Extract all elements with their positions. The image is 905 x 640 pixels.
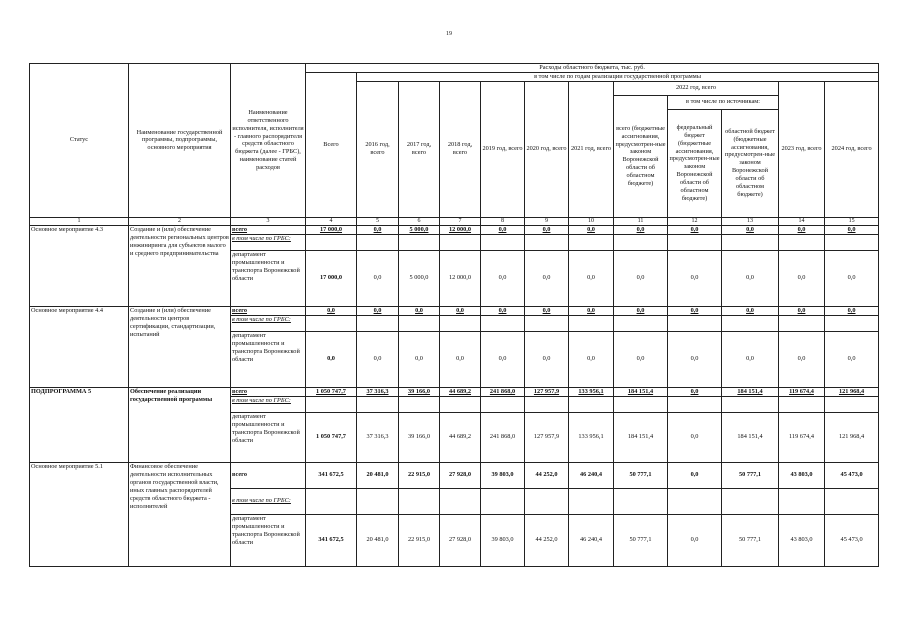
dept-value: 50 777,1 bbox=[722, 514, 779, 566]
dept-value: 0,0 bbox=[668, 331, 722, 387]
col-number: 12 bbox=[668, 217, 722, 225]
dept-value: 44 252,0 bbox=[525, 514, 569, 566]
dept-value: 241 868,0 bbox=[481, 412, 525, 462]
dept-value: 39 803,0 bbox=[481, 514, 525, 566]
dept-value: 12 000,0 bbox=[440, 250, 481, 306]
total-value: 127 957,9 bbox=[525, 387, 569, 396]
page-number: 19 bbox=[446, 31, 452, 37]
col-number: 9 bbox=[525, 217, 569, 225]
total-value: 22 915,0 bbox=[399, 462, 440, 488]
total-value: 0,0 bbox=[668, 462, 722, 488]
total-value: 1 050 747,7 bbox=[306, 387, 357, 396]
dept-value: 184 151,4 bbox=[722, 412, 779, 462]
dept-value: 0,0 bbox=[306, 331, 357, 387]
col-number: 5 bbox=[357, 217, 399, 225]
total-value: 44 252,0 bbox=[525, 462, 569, 488]
dept-value: 184 151,4 bbox=[614, 412, 668, 462]
total-value: 17 000,0 bbox=[306, 225, 357, 234]
total-value: 0,0 bbox=[440, 306, 481, 315]
total-value: 37 316,3 bbox=[357, 387, 399, 396]
total-value: 39 166,0 bbox=[399, 387, 440, 396]
row-name: Обеспечение реализации государственной программы bbox=[129, 387, 231, 462]
header-regional: областной бюджет (бюджетные ассигнования, предусмотрен-ные законом Воронежской области об областном бюджете) bbox=[722, 109, 779, 217]
total-value: 20 481,0 bbox=[357, 462, 399, 488]
dept-label: департамент промышленности и транспорта Воронежской области bbox=[231, 331, 306, 387]
total-value: 121 968,4 bbox=[825, 387, 879, 396]
col-number: 15 bbox=[825, 217, 879, 225]
col-number: 6 bbox=[399, 217, 440, 225]
header-2016: 2016 год, всего bbox=[357, 81, 399, 217]
total-value: 133 956,1 bbox=[569, 387, 614, 396]
row-status: Основное мероприятие 4.4 bbox=[30, 306, 129, 387]
dept-value: 50 777,1 bbox=[614, 514, 668, 566]
dept-value: 0,0 bbox=[525, 250, 569, 306]
header-2017: 2017 год, всего bbox=[399, 81, 440, 217]
header-total: Всего bbox=[306, 72, 357, 217]
dept-value: 0,0 bbox=[825, 331, 879, 387]
dept-value: 0,0 bbox=[569, 331, 614, 387]
dept-value: 37 316,3 bbox=[357, 412, 399, 462]
col-number: 3 bbox=[231, 217, 306, 225]
dept-value: 121 968,4 bbox=[825, 412, 879, 462]
header-federal: федеральный бюджет (бюджетные ассигнования, предусмотрен-ные законом Воронежской области об областном бюджете) bbox=[668, 109, 722, 217]
row-status: Основное мероприятие 4.3 bbox=[30, 225, 129, 306]
dept-value: 0,0 bbox=[668, 412, 722, 462]
total-value: 341 672,5 bbox=[306, 462, 357, 488]
header-2018: 2018 год, всего bbox=[440, 81, 481, 217]
header-2020: 2020 год, всего bbox=[525, 81, 569, 217]
dept-value: 20 481,0 bbox=[357, 514, 399, 566]
header-2022-total: всего (бюджетные ассигнования, предусмотрен-ные законом Воронежской области об областном бюджете) bbox=[614, 95, 668, 217]
total-label: всего bbox=[231, 225, 306, 234]
total-value: 0,0 bbox=[357, 306, 399, 315]
total-value: 0,0 bbox=[825, 225, 879, 234]
total-value: 43 803,0 bbox=[779, 462, 825, 488]
total-value: 119 674,4 bbox=[779, 387, 825, 396]
row-name: Создание и (или) обеспечение деятельности центров сертификации, стандартизации, испытаний bbox=[129, 306, 231, 387]
dept-value: 0,0 bbox=[481, 250, 525, 306]
total-value: 0,0 bbox=[525, 225, 569, 234]
total-value: 0,0 bbox=[306, 306, 357, 315]
row-status: ПОДПРОГРАММА 5 bbox=[30, 387, 129, 462]
header-by-years: в том числе по годам реализации государственной программы bbox=[357, 72, 879, 81]
total-value: 0,0 bbox=[779, 225, 825, 234]
row-status: Основное мероприятие 5.1 bbox=[30, 462, 129, 566]
total-value: 50 777,1 bbox=[722, 462, 779, 488]
dept-label: департамент промышленности и транспорта Воронежской области bbox=[231, 250, 306, 306]
grbs-label: в том числе по ГРБС: bbox=[231, 396, 306, 412]
dept-value: 0,0 bbox=[722, 331, 779, 387]
grbs-label: в том числе по ГРБС: bbox=[231, 315, 306, 331]
total-label: всего bbox=[231, 387, 306, 396]
total-value: 27 928,0 bbox=[440, 462, 481, 488]
dept-value: 1 050 747,7 bbox=[306, 412, 357, 462]
row-name: Финансовое обеспечение деятельности исполнительных органов государственной власти, иных главных распорядителей средств областного бюджета - исполнителей bbox=[129, 462, 231, 566]
total-value: 5 000,0 bbox=[399, 225, 440, 234]
dept-value: 17 000,0 bbox=[306, 250, 357, 306]
dept-value: 0,0 bbox=[825, 250, 879, 306]
dept-value: 0,0 bbox=[525, 331, 569, 387]
total-value: 0,0 bbox=[779, 306, 825, 315]
dept-value: 0,0 bbox=[357, 331, 399, 387]
total-value: 0,0 bbox=[614, 306, 668, 315]
col-number: 2 bbox=[129, 217, 231, 225]
col-number: 1 bbox=[30, 217, 129, 225]
dept-value: 341 672,5 bbox=[306, 514, 357, 566]
header-2022: 2022 год, всего bbox=[614, 81, 779, 95]
total-value: 241 868,0 bbox=[481, 387, 525, 396]
row-name: Создание и (или) обеспечение деятельности региональных центров инжиниринга для субъектов малого и среднего предпринимательства bbox=[129, 225, 231, 306]
header-status: Статус bbox=[30, 64, 129, 218]
total-value: 50 777,1 bbox=[614, 462, 668, 488]
header-by-sources: в том числе по источникам: bbox=[668, 95, 779, 109]
dept-label: департамент промышленности и транспорта Воронежской области bbox=[231, 514, 306, 566]
col-number: 11 bbox=[614, 217, 668, 225]
total-value: 0,0 bbox=[357, 225, 399, 234]
dept-value: 0,0 bbox=[779, 331, 825, 387]
dept-value: 5 000,0 bbox=[399, 250, 440, 306]
total-value: 0,0 bbox=[825, 306, 879, 315]
total-value: 44 689,2 bbox=[440, 387, 481, 396]
col-number: 4 bbox=[306, 217, 357, 225]
dept-value: 0,0 bbox=[668, 250, 722, 306]
total-value: 0,0 bbox=[399, 306, 440, 315]
total-value: 0,0 bbox=[569, 306, 614, 315]
total-value: 0,0 bbox=[722, 306, 779, 315]
total-value: 12 000,0 bbox=[440, 225, 481, 234]
total-value: 45 473,0 bbox=[825, 462, 879, 488]
dept-value: 0,0 bbox=[569, 250, 614, 306]
total-value: 0,0 bbox=[481, 225, 525, 234]
total-label: всего bbox=[231, 306, 306, 315]
header-program-name: Наименование государственной программы, подпрограммы, основного мероприятия bbox=[129, 64, 231, 218]
total-value: 184 151,4 bbox=[722, 387, 779, 396]
header-2019: 2019 год, всего bbox=[481, 81, 525, 217]
dept-value: 45 473,0 bbox=[825, 514, 879, 566]
dept-value: 0,0 bbox=[399, 331, 440, 387]
dept-value: 0,0 bbox=[440, 331, 481, 387]
dept-value: 27 928,0 bbox=[440, 514, 481, 566]
dept-value: 127 957,9 bbox=[525, 412, 569, 462]
col-number: 7 bbox=[440, 217, 481, 225]
dept-value: 46 240,4 bbox=[569, 514, 614, 566]
dept-value: 0,0 bbox=[614, 250, 668, 306]
total-value: 0,0 bbox=[668, 306, 722, 315]
total-value: 39 803,0 bbox=[481, 462, 525, 488]
total-value: 0,0 bbox=[525, 306, 569, 315]
dept-value: 43 803,0 bbox=[779, 514, 825, 566]
dept-value: 133 956,1 bbox=[569, 412, 614, 462]
total-value: 0,0 bbox=[668, 225, 722, 234]
total-value: 184 151,4 bbox=[614, 387, 668, 396]
total-value: 0,0 bbox=[481, 306, 525, 315]
grbs-label: в том числе по ГРБС: bbox=[231, 488, 306, 514]
dept-value: 0,0 bbox=[614, 331, 668, 387]
dept-value: 44 689,2 bbox=[440, 412, 481, 462]
total-value: 0,0 bbox=[569, 225, 614, 234]
header-2023: 2023 год, всего bbox=[779, 81, 825, 217]
dept-value: 0,0 bbox=[357, 250, 399, 306]
col-number: 10 bbox=[569, 217, 614, 225]
dept-value: 0,0 bbox=[481, 331, 525, 387]
dept-label: департамент промышленности и транспорта Воронежской области bbox=[231, 412, 306, 462]
dept-value: 119 674,4 bbox=[779, 412, 825, 462]
budget-table bbox=[29, 63, 879, 567]
total-value: 0,0 bbox=[668, 387, 722, 396]
header-responsible: Наименование ответственного исполнителя, исполнителя - главного распорядителя средств областного бюджета (далее - ГРБС), наименование статей расходов bbox=[231, 64, 306, 218]
dept-value: 39 166,0 bbox=[399, 412, 440, 462]
col-number: 13 bbox=[722, 217, 779, 225]
total-label: всего bbox=[231, 462, 306, 488]
total-value: 0,0 bbox=[722, 225, 779, 234]
col-number: 8 bbox=[481, 217, 525, 225]
header-2024: 2024 год, всего bbox=[825, 81, 879, 217]
dept-value: 0,0 bbox=[779, 250, 825, 306]
dept-value: 0,0 bbox=[668, 514, 722, 566]
total-value: 0,0 bbox=[614, 225, 668, 234]
header-2021: 2021 год, всего bbox=[569, 81, 614, 217]
grbs-label: в том числе по ГРБС: bbox=[231, 234, 306, 250]
total-value: 46 240,4 bbox=[569, 462, 614, 488]
dept-value: 0,0 bbox=[722, 250, 779, 306]
col-number: 14 bbox=[779, 217, 825, 225]
dept-value: 22 915,0 bbox=[399, 514, 440, 566]
header-expenses-title: Расходы областного бюджета, тыс. руб. bbox=[306, 64, 879, 73]
